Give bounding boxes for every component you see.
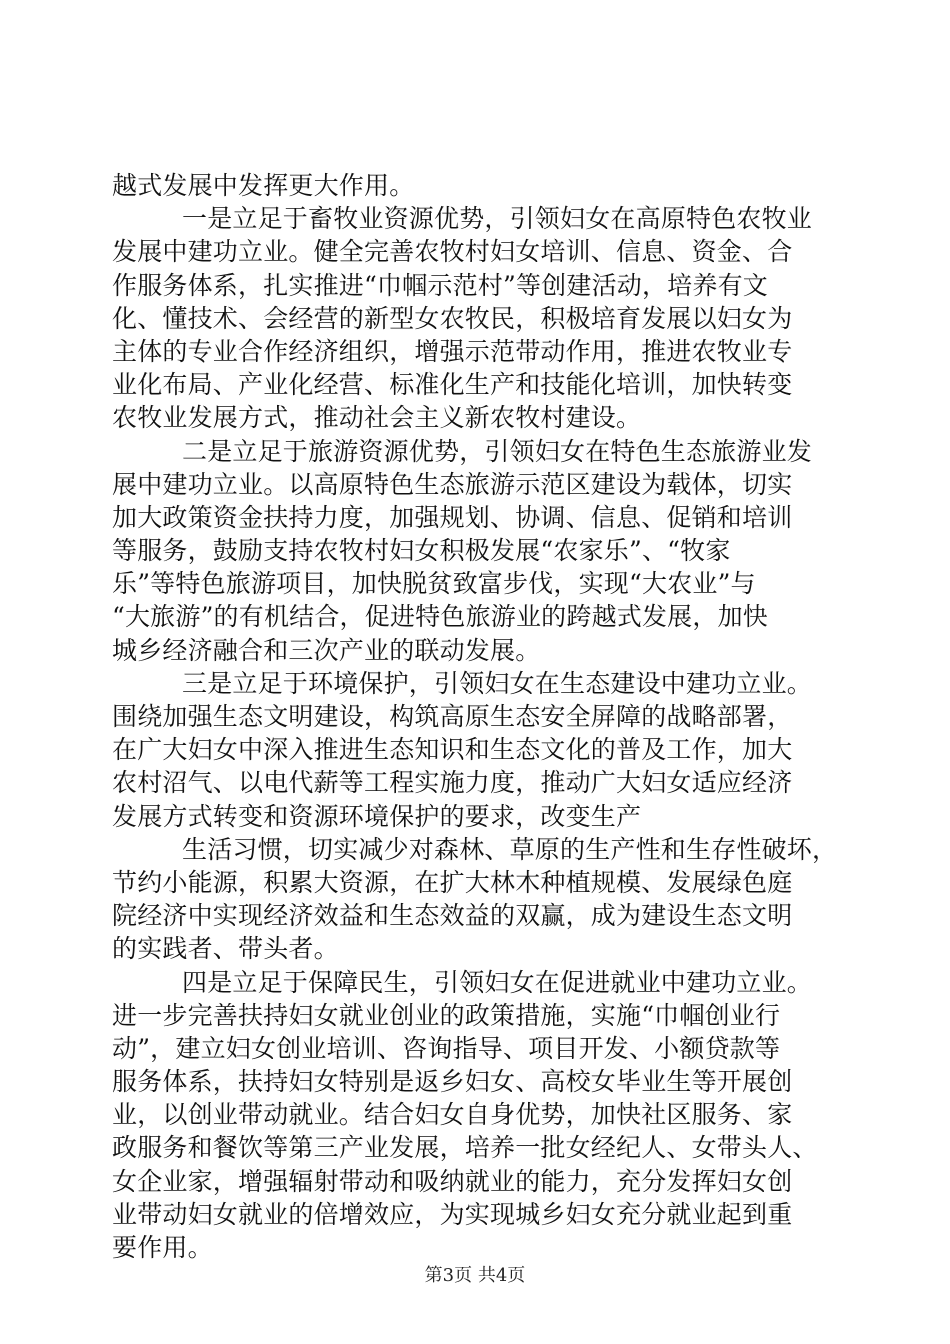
text-line: 加大政策资金扶持力度，加强规划、协调、信息、促销和培训 (112, 502, 793, 532)
text-line: 的实践者、带头者。 (112, 934, 339, 964)
text-line: 围绕加强生态文明建设，构筑高原生态安全屏障的战略部署， (112, 702, 793, 731)
text-line: 节约小能源，积累大资源，在扩大林木种植规模、发展绿色庭 (112, 867, 793, 897)
text-line: 乐”等特色旅游项目，加快脱贫致富步伐，实现“大农业”与 (112, 569, 756, 599)
text-line: 四是立足于保障民生，引领妇女在促进就业中建功立业。 (182, 967, 813, 997)
text-line: 动”，建立妇女创业培训、咨询指导、项目开发、小额贷款等 (112, 1033, 781, 1063)
text-line: 等服务，鼓励支持农牧村妇女积极发展“农家乐”、“牧家 (112, 536, 731, 566)
text-line: 院经济中实现经济效益和生态效益的双赢，成为建设生态文明 (112, 901, 793, 931)
text-line: 三是立足于环境保护，引领妇女在生态建设中建功立业。 (182, 668, 813, 698)
text-line: 农牧业发展方式，推动社会主义新农牧村建设。 (112, 403, 642, 433)
text-line: 作服务体系，扎实推进“巾帼示范村”等创建活动，培养有文 (112, 270, 768, 300)
text-line: 政服务和餐饮等第三产业发展，培养一批女经纪人、女带头人、 (112, 1133, 818, 1163)
text-line: 一是立足于畜牧业资源优势，引领妇女在高原特色农牧业 (182, 204, 813, 234)
text-line: 城乡经济融合和三次产业的联动发展。 (112, 635, 541, 665)
page-number-footer: 第3页 共4页 (424, 1265, 526, 1286)
text-line: 业，以创业带动就业。结合妇女自身优势，加快社区服务、家 (112, 1100, 793, 1130)
text-line: 业化布局、产业化经营、标准化生产和技能化培训，加快转变 (112, 370, 793, 400)
text-line: 女企业家，增强辐射带动和吸纳就业的能力，充分发挥妇女创 (112, 1166, 793, 1196)
text-line: 要作用。 (112, 1233, 213, 1262)
text-line: 农村沼气、以电代薪等工程实施力度，推动广大妇女适应经济 (112, 768, 793, 798)
text-line: 进一步完善扶持妇女就业创业的政策措施，实施“巾帼创业行 (112, 1000, 781, 1030)
text-line: 发展中建功立业。健全完善农牧村妇女培训、信息、资金、合 (112, 237, 793, 267)
text-line: 在广大妇女中深入推进生态知识和生态文化的普及工作，加大 (112, 735, 793, 765)
document-body (112, 169, 836, 1264)
text-line: 主体的专业合作经济组织，增强示范带动作用，推进农牧业专 (112, 336, 793, 366)
text-line: 展中建功立业。以高原特色生态旅游示范区建设为载体，切实 (112, 469, 793, 499)
text-line: 越式发展中发挥更大作用。 (112, 171, 415, 200)
text-line: “大旅游”的有机结合，促进特色旅游业的跨越式发展，加快 (112, 602, 768, 632)
text-line: 生活习惯，切实减少对森林、草原的生产性和生存性破坏， (182, 834, 838, 864)
text-line: 化、懂技术、会经营的新型女农牧民，积极培育发展以妇女为 (112, 303, 793, 333)
text-line: 服务体系，扶持妇女特别是返乡妇女、高校女毕业生等开展创 (112, 1067, 793, 1097)
text-line: 发展方式转变和资源环境保护的要求，改变生产 (112, 801, 642, 831)
text-line: 业带动妇女就业的倍增效应，为实现城乡妇女充分就业起到重 (112, 1199, 793, 1229)
text-line: 二是立足于旅游资源优势，引领妇女在特色生态旅游业发 (182, 436, 813, 466)
